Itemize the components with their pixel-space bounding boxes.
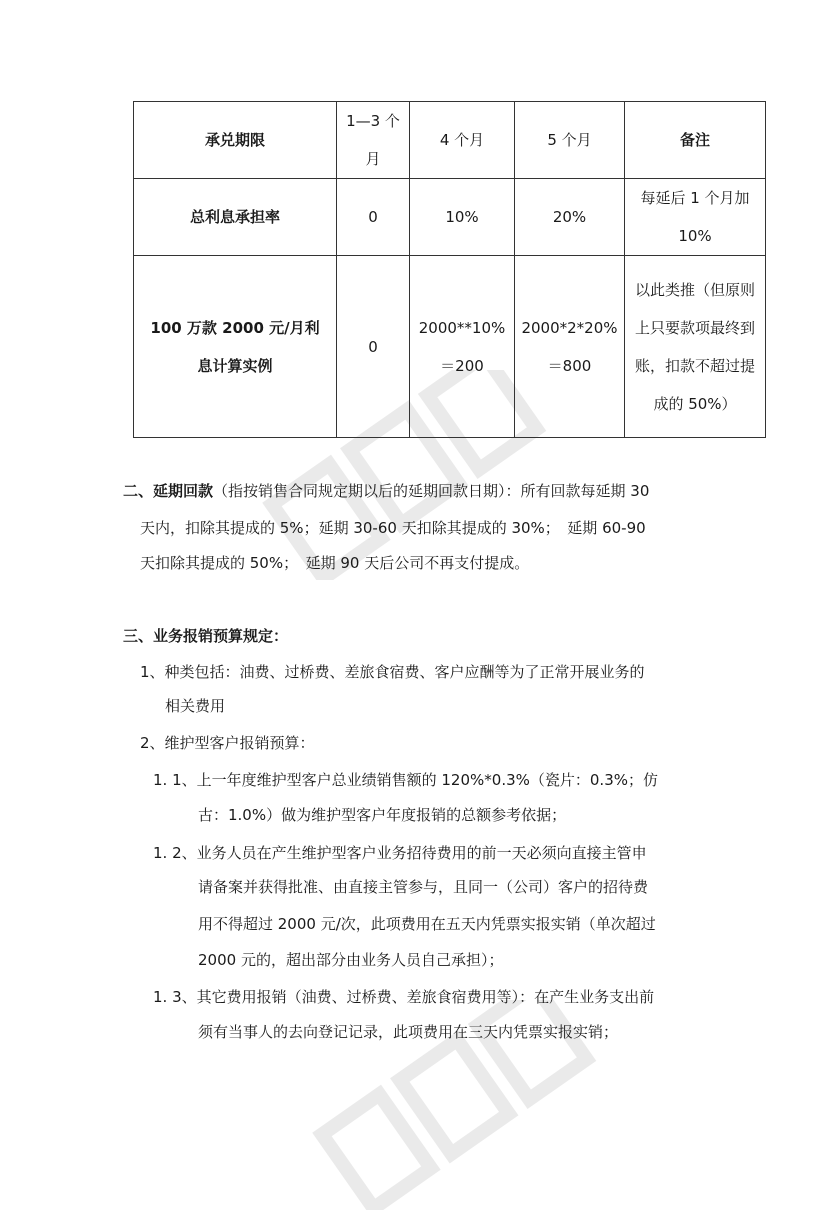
header-cell: 5 个月 xyxy=(515,102,625,179)
section2-line xyxy=(123,481,649,501)
table-cell: 总利息承担率 xyxy=(134,179,337,256)
section3-item1-line: 相关费用 xyxy=(165,697,226,715)
header-cell: 备注 xyxy=(625,102,766,179)
table-row xyxy=(134,256,766,438)
section3-item2: 2、维护型客户报销预算： xyxy=(140,734,315,752)
section2-text: （指按销售合同规定期以后的延期回款日期）：所有回款每延期 30 xyxy=(213,482,650,500)
subitem-3-line: 1. 3、其它费用报销（油费、过桥费、差旅食宿费用等）：在产生业务支出前 xyxy=(153,988,655,1006)
subitem-2-line: 1. 2、业务人员在产生维护型客户业务招待费用的前一天必须向直接主管申 xyxy=(153,844,647,862)
subitem-2-line: 2000 元的，超出部分由业务人员自己承担）； xyxy=(198,951,504,969)
table-cell: 2000**10%＝200 xyxy=(410,256,515,438)
interest-table xyxy=(133,101,766,438)
header-cell: 承兑期限 xyxy=(134,102,337,179)
subitem-2-line: 请备案并获得批准、由直接主管参与，且同一（公司）客户的招待费 xyxy=(198,878,649,896)
section2-title: 二、延期回款 xyxy=(123,482,214,500)
section2-line: 天扣除其提成的 50%； 延期 90 天后公司不再支付提成。 xyxy=(140,554,530,572)
table-row xyxy=(134,179,766,256)
subitem-3-line: 须有当事人的去向登记记录，此项费用在三天内凭票实报实销； xyxy=(198,1023,619,1041)
table-cell: 0 xyxy=(337,179,410,256)
table-cell: 20% xyxy=(515,179,625,256)
subitem-1-line: 1. 1、上一年度维护型客户总业绩销售额的 120%*0.3%（瓷片：0.3%；仿 xyxy=(153,771,658,789)
section3-title: 三、业务报销预算规定： xyxy=(123,627,289,645)
table-cell: 每延后 1 个月加 10% xyxy=(625,179,766,256)
table-cell: 10% xyxy=(410,179,515,256)
subitem-2-line: 用不得超过 2000 元/次，此项费用在五天内凭票实报实销（单次超过 xyxy=(198,915,656,933)
table-cell: 以此类推（但原则上只要款项最终到账，扣款不超过提成的 50%） xyxy=(625,256,766,438)
table-header-row xyxy=(134,102,766,179)
table-cell: 2000*2*20%＝800 xyxy=(515,256,625,438)
table-cell: 100 万款 2000 元/月利息计算实例 xyxy=(134,256,337,438)
section3-item1-line: 1、种类包括：油费、过桥费、差旅食宿费、客户应酬等为了正常开展业务的 xyxy=(140,663,645,681)
subitem-1-line: 古：1.0%）做为维护型客户年度报销的总额参考依据； xyxy=(198,806,567,824)
table-cell: 0 xyxy=(337,256,410,438)
section2-line: 天内，扣除其提成的 5%；延期 30-60 天扣除其提成的 30%； 延期 60-90 xyxy=(140,519,646,537)
header-cell: 1—3 个月 xyxy=(337,102,410,179)
header-cell: 4 个月 xyxy=(410,102,515,179)
